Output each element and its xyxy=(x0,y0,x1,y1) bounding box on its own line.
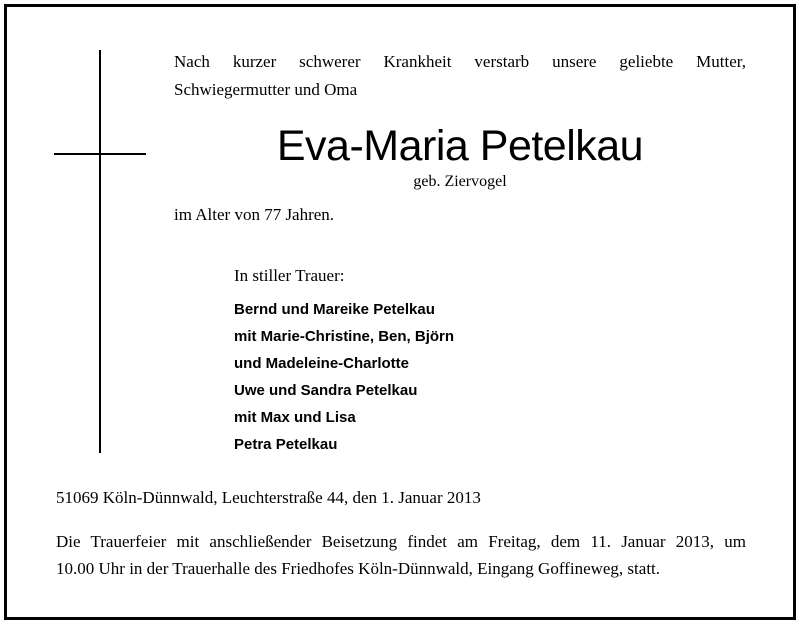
address-date-line: 51069 Köln-Dünnwald, Leuchterstraße 44, den 1. Januar 2013 xyxy=(56,488,481,507)
service-line-1: Die Trauerfeier mit anschließender Beisetzung findet am Freitag, dem 11. Januar 2013, um xyxy=(56,532,746,551)
intro-line-2: Schwiegermutter und Oma xyxy=(174,80,358,99)
mourners-list xyxy=(234,296,454,458)
mourner-line: Petra Petelkau xyxy=(234,436,338,453)
intro-line-1: Nach kurzer schwerer Krankheit verstarb unsere geliebte Mutter, xyxy=(174,52,746,71)
funeral-service-text xyxy=(56,528,746,582)
mourning-heading: In stiller Trauer: xyxy=(234,266,345,285)
intro-text xyxy=(174,48,746,104)
deceased-name: Eva-Maria Petelkau xyxy=(276,122,644,170)
mourner-line: und Madeleine-Charlotte xyxy=(234,355,410,372)
age-text: im Alter von 77 Jahren. xyxy=(174,205,335,224)
cross-horizontal-bar xyxy=(54,153,146,155)
birth-name: geb. Ziervogel xyxy=(413,173,507,190)
cross-vertical-bar xyxy=(99,50,101,453)
mourner-line: mit Marie-Christine, Ben, Björn xyxy=(234,328,455,345)
mourner-line: mit Max und Lisa xyxy=(234,409,356,426)
service-line-2: 10.00 Uhr in der Trauerhalle des Friedhofes Köln-Dünnwald, Eingang Goffineweg, statt. xyxy=(56,559,661,578)
mourner-line: Uwe und Sandra Petelkau xyxy=(234,382,418,399)
mourner-line: Bernd und Mareike Petelkau xyxy=(234,301,435,318)
